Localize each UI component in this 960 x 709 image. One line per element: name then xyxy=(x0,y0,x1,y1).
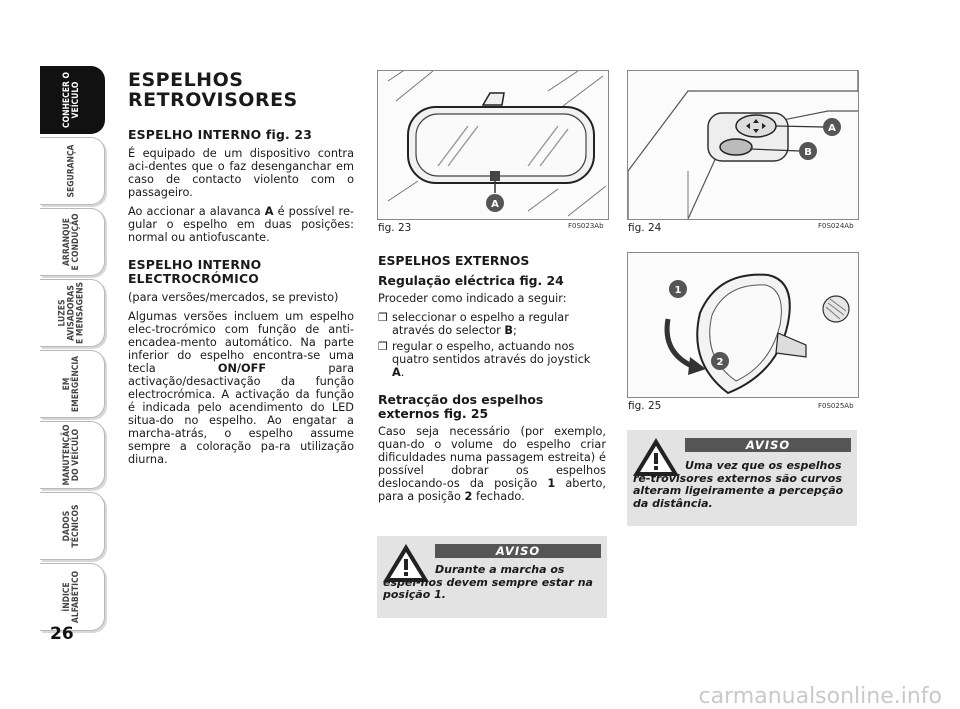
page-number: 26 xyxy=(50,624,74,644)
tab-label: ÍNDICE ALFABÉTICO xyxy=(62,570,81,624)
heading-espelhos-externos: ESPELHOS EXTERNOS xyxy=(378,253,530,268)
bullet-icon: ❒ xyxy=(378,311,388,324)
tab-label: ARRANQUE E CONDUÇÃO xyxy=(62,213,81,271)
tab-dados-tecnicos[interactable] xyxy=(40,492,105,560)
mirror-folding-illustration xyxy=(628,253,858,397)
tab-label: CONHECER O VEÍCULO xyxy=(62,71,81,129)
watermark: carmanualsonline.info xyxy=(698,684,942,709)
tab-label: DADOS TÉCNICOS xyxy=(62,504,81,548)
tab-label: SEGURANÇA xyxy=(66,144,77,198)
figure-25 xyxy=(627,252,859,398)
tab-luzes-avisadoras[interactable] xyxy=(40,279,105,347)
paragraph: Proceder como indicado a seguir: xyxy=(378,292,567,305)
section-tabs xyxy=(40,66,104,634)
bullet-icon: ❒ xyxy=(378,340,388,353)
interior-mirror-illustration xyxy=(378,71,608,219)
svg-text:A: A xyxy=(491,199,499,210)
paragraph: É equipado de um dispositivo contra aci-dentes que o faz desenganchar em caso de contacto violento com o passageiro. xyxy=(128,147,354,199)
tab-label: MANUTENÇÃO DO VEÍCULO xyxy=(62,424,81,486)
svg-text:B: B xyxy=(804,147,812,158)
warning-box-1 xyxy=(377,536,607,618)
warning-box-2 xyxy=(627,430,857,526)
warning-text: Uma vez que os espelhos re-trovisores externos são curvos alteram ligeiramente a percepção da distância. xyxy=(633,459,844,510)
tab-conhecer-veiculo[interactable] xyxy=(40,66,105,134)
paragraph: Caso seja necessário (por exemplo, quan-do o volume do espelho criar dificuldades numa passagem estreita) é possível dobrar os espelhos deslocando-os da posição 1 aberto, para a posição 2 fechado. xyxy=(378,425,607,503)
figure-caption: fig. 24 xyxy=(628,222,662,234)
list-item: ❒ regular o espelho, actuando nos quatro sentidos através do joystick A. xyxy=(378,340,591,379)
heading-electrocromico: ESPELHO INTERNO ELECTROCRÓMICO xyxy=(128,257,262,286)
figure-caption: fig. 23 xyxy=(378,222,412,234)
figure-caption: fig. 25 xyxy=(628,400,662,412)
tab-manutencao[interactable] xyxy=(40,421,105,489)
tab-seguranca[interactable] xyxy=(40,137,105,205)
warning-title: AVISO xyxy=(685,438,851,452)
tab-label: LUZES AVISADORAS E MENSAGENS xyxy=(57,282,86,344)
svg-text:1: 1 xyxy=(674,285,682,296)
figure-24 xyxy=(627,70,859,220)
svg-text:A: A xyxy=(828,123,836,134)
page-title: ESPELHOS RETROVISORES xyxy=(128,69,298,111)
tab-label: EM EMERGÊNCIA xyxy=(62,355,81,413)
tab-indice-alfabetico[interactable] xyxy=(40,563,105,631)
tab-em-emergencia[interactable] xyxy=(40,350,105,418)
text-column-middle xyxy=(378,254,606,509)
heading-retraccao: Retracção dos espelhos externos fig. 25 xyxy=(378,392,544,421)
tab-arranque-conducao[interactable] xyxy=(40,208,105,276)
paragraph: Ao accionar a alavanca A é possível re-gular o espelho em duas posições: normal ou antiofuscante. xyxy=(128,205,354,244)
figure-code: F0S025Ab xyxy=(818,402,854,410)
mirror-controls-illustration xyxy=(628,71,858,219)
figure-code: F0S023Ab xyxy=(568,222,604,230)
svg-text:2: 2 xyxy=(716,357,724,368)
text-column-left xyxy=(128,70,354,472)
heading-espelho-interno: ESPELHO INTERNO fig. 23 xyxy=(128,127,313,142)
paragraph: Algumas versões incluem um espelho elec-trocrómico com função de anti-encadea-mento automático. Na parte inferior do espelho encontra-se uma tecla ON/OFF para activação/desactivação da função electrocrómica. A activação da função é indicada pelo acendimento do LED situa-do no espelho. Ao engatar a marcha-atrás, o espelho assume sempre a coloração pa-ra utilização diurna. xyxy=(128,310,354,466)
warning-title: AVISO xyxy=(435,544,601,558)
heading-regulacao-electrica: Regulação eléctrica fig. 24 xyxy=(378,273,564,288)
figure-23 xyxy=(377,70,609,220)
warning-text: Durante a marcha os espel-hos devem sempre estar na posição 1. xyxy=(383,563,593,601)
subheading: (para versões/mercados, se previsto) xyxy=(128,291,339,304)
list-item: ❒ seleccionar o espelho a regular através do selector B; xyxy=(378,311,569,337)
figure-code: F0S024Ab xyxy=(818,222,854,230)
